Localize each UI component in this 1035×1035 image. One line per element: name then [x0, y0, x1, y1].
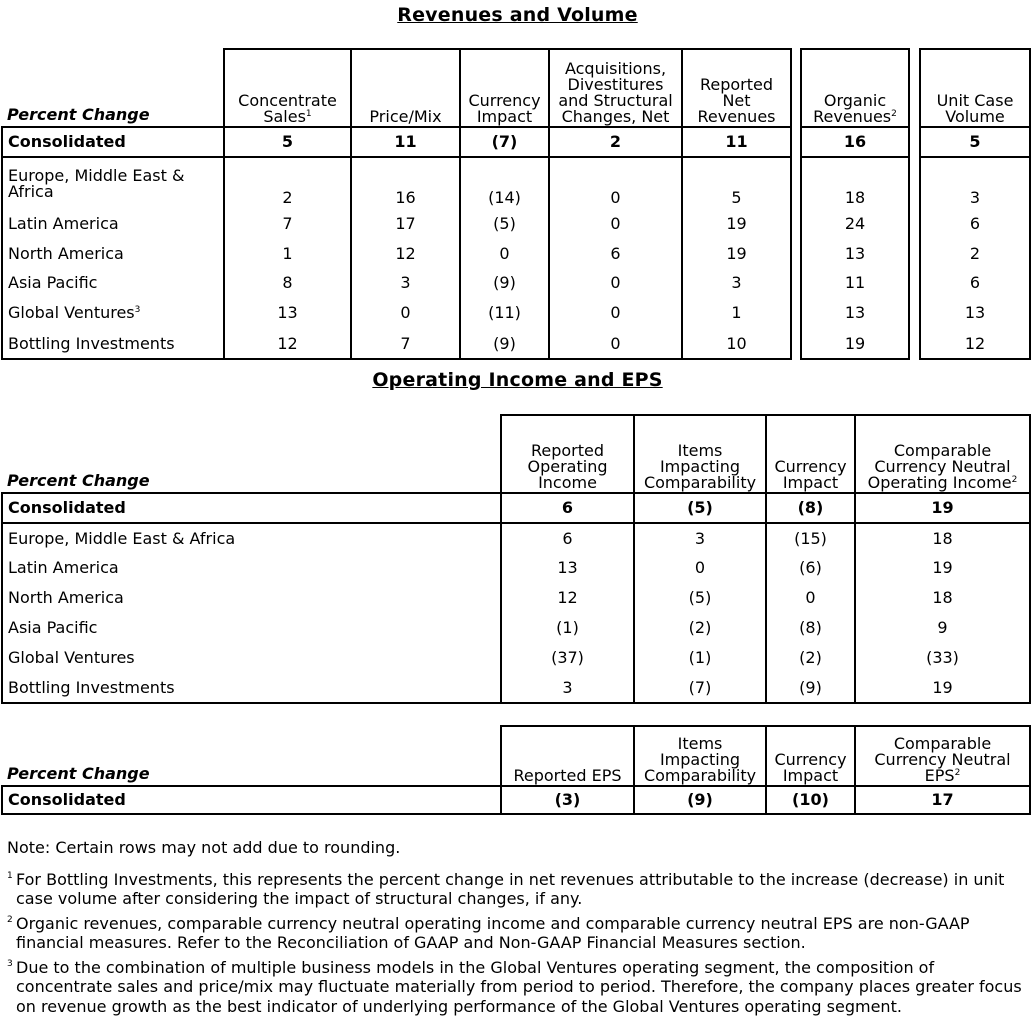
row-label: Consolidated	[2, 493, 501, 523]
text-line: Revenues	[813, 107, 892, 126]
table-row	[2, 553, 1030, 583]
column-spacer	[791, 297, 801, 329]
row-label: Consolidated	[2, 127, 224, 157]
column-spacer	[791, 127, 801, 157]
row-label	[2, 209, 224, 239]
data-cell: (2)	[766, 643, 855, 673]
data-cell: 0	[549, 157, 682, 209]
table-row	[2, 209, 1030, 239]
data-cell: 0	[549, 269, 682, 297]
text-line: Impact	[782, 473, 839, 492]
column-header	[766, 415, 855, 493]
data-cell: 19	[855, 673, 1030, 703]
column-spacer	[791, 49, 801, 127]
text-line: North America	[8, 244, 124, 263]
column-header	[801, 49, 909, 127]
data-cell: 19	[801, 329, 909, 359]
header-row	[2, 49, 1030, 127]
table-row	[2, 297, 1030, 329]
row-label	[2, 643, 501, 673]
data-cell: 17	[855, 786, 1030, 814]
column-spacer	[909, 297, 920, 329]
data-cell: (9)	[766, 673, 855, 703]
text-line: Items	[677, 734, 723, 753]
data-cell: 1	[224, 239, 351, 269]
column-spacer	[791, 329, 801, 359]
footnote-marker: 2	[891, 109, 897, 119]
data-cell: 0	[549, 329, 682, 359]
column-spacer	[909, 127, 920, 157]
text-line: Bottling Investments	[8, 677, 175, 697]
text-line: Income	[538, 473, 597, 492]
data-cell: 3	[634, 523, 766, 553]
rounding-note: Note: Certain rows may not add due to rounding.	[7, 838, 401, 857]
column-header	[549, 49, 682, 127]
data-cell: 3	[682, 269, 791, 297]
data-cell: (6)	[766, 553, 855, 583]
revenues-volume-table	[1, 48, 1031, 360]
text-line: Divestitures	[567, 75, 664, 94]
data-cell: 18	[801, 157, 909, 209]
data-cell: 24	[801, 209, 909, 239]
column-header	[920, 49, 1030, 127]
data-cell: 5	[920, 127, 1030, 157]
table-row	[2, 239, 1030, 269]
column-header	[682, 49, 791, 127]
text-line: Global Ventures	[8, 303, 135, 322]
data-cell: 12	[351, 239, 460, 269]
data-cell: (1)	[501, 613, 634, 643]
data-cell: 0	[460, 239, 549, 269]
row-label	[2, 583, 501, 613]
row-label	[2, 157, 224, 209]
data-cell: 13	[224, 297, 351, 329]
data-cell: 12	[224, 329, 351, 359]
column-header	[501, 415, 634, 493]
footnote	[7, 870, 1029, 909]
text-line: Latin America	[8, 558, 119, 577]
eps-table	[1, 725, 1031, 815]
text-line: Asia Pacific	[8, 618, 98, 637]
row-label	[2, 673, 501, 703]
footnote	[7, 914, 1029, 953]
row-label	[2, 613, 501, 643]
data-cell: 1	[682, 297, 791, 329]
data-cell: 12	[501, 583, 634, 613]
data-cell: 0	[549, 209, 682, 239]
data-cell: (5)	[634, 583, 766, 613]
percent-change-label: Percent Change	[7, 471, 150, 490]
data-cell: (8)	[766, 613, 855, 643]
data-cell: 7	[224, 209, 351, 239]
header-row	[2, 415, 1030, 493]
text-line: EPS	[924, 766, 955, 785]
data-cell: (2)	[634, 613, 766, 643]
column-header	[460, 49, 549, 127]
text-line: Price/Mix	[369, 107, 442, 126]
notes-section	[7, 838, 1029, 1016]
data-cell: 0	[634, 553, 766, 583]
footnote-text: For Bottling Investments, this represents the percent change in net revenues attributable to the increase (decrease) in unit case volume after considering the impact of structural changes, if any.	[16, 869, 1005, 908]
text-line: Impact	[476, 107, 533, 126]
data-cell: (33)	[855, 643, 1030, 673]
operating-income-table	[1, 414, 1031, 704]
data-cell: 2	[224, 157, 351, 209]
header-row	[2, 726, 1030, 786]
revenues-title: Revenues and Volume	[397, 4, 638, 26]
table-row	[2, 523, 1030, 553]
column-spacer	[909, 49, 920, 127]
table-row	[2, 673, 1030, 703]
data-cell: 2	[549, 127, 682, 157]
consolidated-row	[2, 786, 1030, 814]
footnote-text: Due to the combination of multiple business models in the Global Ventures operating segment, the composition of concentrate sales and price/mix may fluctuate materially from period to period. Therefore, the company places greater focus on revenue growth as the best indicator of underlying performance of the Global Ventures operating segment.	[16, 957, 1022, 1016]
footnote-marker: 1	[305, 109, 312, 119]
data-cell: (9)	[634, 786, 766, 814]
text-line: Operating	[527, 457, 608, 476]
text-line: Operating Income	[867, 473, 1012, 492]
text-line: Volume	[945, 107, 1005, 126]
data-cell: (10)	[766, 786, 855, 814]
footnote-marker: 2	[1011, 475, 1018, 485]
row-label: Consolidated	[2, 786, 501, 814]
table-row	[2, 329, 1030, 359]
row-label	[2, 239, 224, 269]
data-cell: 3	[920, 157, 1030, 209]
text-line: Sales	[263, 107, 306, 126]
table-row	[2, 613, 1030, 643]
text-line: Reported	[699, 75, 774, 94]
column-header	[855, 726, 1030, 786]
text-line: and Structural	[558, 91, 673, 110]
text-line: Comparable	[893, 734, 992, 753]
data-cell: 13	[920, 297, 1030, 329]
data-cell: 12	[920, 329, 1030, 359]
column-spacer	[909, 157, 920, 209]
table-row	[2, 157, 1030, 209]
footnote-marker: 3	[7, 958, 13, 969]
data-cell: (7)	[460, 127, 549, 157]
text-line: Reported	[530, 441, 605, 460]
data-cell: 3	[351, 269, 460, 297]
data-cell: 18	[855, 523, 1030, 553]
text-line: Currency	[468, 91, 541, 110]
column-header	[224, 49, 351, 127]
data-cell: (5)	[634, 493, 766, 523]
text-line: Currency	[774, 457, 847, 476]
footnote	[7, 958, 1029, 1017]
text-line: Impacting	[659, 750, 741, 769]
consolidated-row	[2, 493, 1030, 523]
text-line: Organic	[823, 91, 887, 110]
row-label	[2, 269, 224, 297]
text-line: Global Ventures	[8, 648, 135, 667]
text-line: Currency Neutral	[874, 457, 1011, 476]
column-spacer	[909, 209, 920, 239]
data-cell: 6	[501, 523, 634, 553]
data-cell: 6	[920, 269, 1030, 297]
text-line: Bottling Investments	[8, 333, 175, 353]
data-cell: 6	[549, 239, 682, 269]
column-spacer	[909, 239, 920, 269]
data-cell: 0	[351, 297, 460, 329]
data-cell: (8)	[766, 493, 855, 523]
table-row	[2, 269, 1030, 297]
text-line: Europe, Middle East &	[8, 165, 185, 185]
column-spacer	[791, 157, 801, 209]
column-spacer	[909, 269, 920, 297]
data-cell: (5)	[460, 209, 549, 239]
text-line: Europe, Middle East & Africa	[8, 528, 236, 548]
text-line: Revenues	[697, 107, 776, 126]
data-cell: (37)	[501, 643, 634, 673]
data-cell: (1)	[634, 643, 766, 673]
text-line: Asia Pacific	[8, 273, 98, 292]
footnote-text: Organic revenues, comparable currency neutral operating income and comparable currency neutral EPS are non-GAAP financial measures. Refer to the Reconciliation of GAAP and Non-GAAP Financial Measures section.	[16, 913, 970, 952]
row-label	[2, 523, 501, 553]
column-header	[855, 415, 1030, 493]
data-cell: 13	[501, 553, 634, 583]
column-spacer	[791, 209, 801, 239]
text-line: Currency Neutral	[874, 750, 1011, 769]
data-cell: 0	[766, 583, 855, 613]
text-line: Unit Case	[936, 91, 1014, 110]
text-line: Reported EPS	[513, 766, 622, 785]
data-cell: 19	[682, 239, 791, 269]
text-line: Concentrate	[238, 91, 337, 110]
table-row	[2, 643, 1030, 673]
data-cell: 9	[855, 613, 1030, 643]
data-cell: (14)	[460, 157, 549, 209]
footnote-marker: 2	[7, 914, 13, 925]
percent-change-label: Percent Change	[7, 105, 150, 124]
text-line: Impact	[782, 766, 839, 785]
text-line: Comparability	[643, 766, 757, 785]
data-cell: 18	[855, 583, 1030, 613]
data-cell: 6	[501, 493, 634, 523]
data-cell: (9)	[460, 329, 549, 359]
column-spacer	[909, 329, 920, 359]
percent-change-label: Percent Change	[7, 764, 150, 783]
data-cell: 17	[351, 209, 460, 239]
column-header	[634, 415, 766, 493]
text-line: Currency	[774, 750, 847, 769]
text-line: Africa	[8, 181, 54, 201]
data-cell: 11	[801, 269, 909, 297]
text-line: Items	[677, 441, 723, 460]
data-cell: 3	[501, 673, 634, 703]
data-cell: (9)	[460, 269, 549, 297]
text-line: Latin America	[8, 214, 119, 233]
row-label	[2, 297, 224, 329]
column-header	[766, 726, 855, 786]
data-cell: 2	[920, 239, 1030, 269]
data-cell: 6	[920, 209, 1030, 239]
data-cell: 19	[682, 209, 791, 239]
data-cell: 5	[682, 157, 791, 209]
text-line: Comparable	[893, 441, 992, 460]
column-spacer	[791, 269, 801, 297]
data-cell: 13	[801, 297, 909, 329]
text-line: Acquisitions,	[564, 59, 667, 78]
text-line: North America	[8, 588, 124, 607]
data-cell: 19	[855, 493, 1030, 523]
data-cell: 11	[682, 127, 791, 157]
data-cell: 11	[351, 127, 460, 157]
column-spacer	[791, 239, 801, 269]
data-cell: 19	[855, 553, 1030, 583]
data-cell: 5	[224, 127, 351, 157]
data-cell: (15)	[766, 523, 855, 553]
operating-title: Operating Income and EPS	[372, 369, 663, 391]
footnote-marker: 2	[954, 768, 961, 778]
data-cell: (7)	[634, 673, 766, 703]
column-header	[501, 726, 634, 786]
text-line: Impacting	[659, 457, 741, 476]
text-line: Comparability	[643, 473, 757, 492]
table-row	[2, 583, 1030, 613]
data-cell: 13	[801, 239, 909, 269]
data-cell: 16	[801, 127, 909, 157]
data-cell: 16	[351, 157, 460, 209]
footnote-marker: 1	[7, 870, 13, 881]
data-cell: 10	[682, 329, 791, 359]
footnote-marker: 3	[134, 305, 141, 315]
data-cell: 7	[351, 329, 460, 359]
row-label	[2, 553, 501, 583]
data-cell: (11)	[460, 297, 549, 329]
column-header	[351, 49, 460, 127]
data-cell: 8	[224, 269, 351, 297]
data-cell: (3)	[501, 786, 634, 814]
text-line: Changes, Net	[561, 107, 670, 126]
consolidated-row	[2, 127, 1030, 157]
column-header	[634, 726, 766, 786]
data-cell: 0	[549, 297, 682, 329]
text-line: Net	[722, 91, 751, 110]
row-label	[2, 329, 224, 359]
